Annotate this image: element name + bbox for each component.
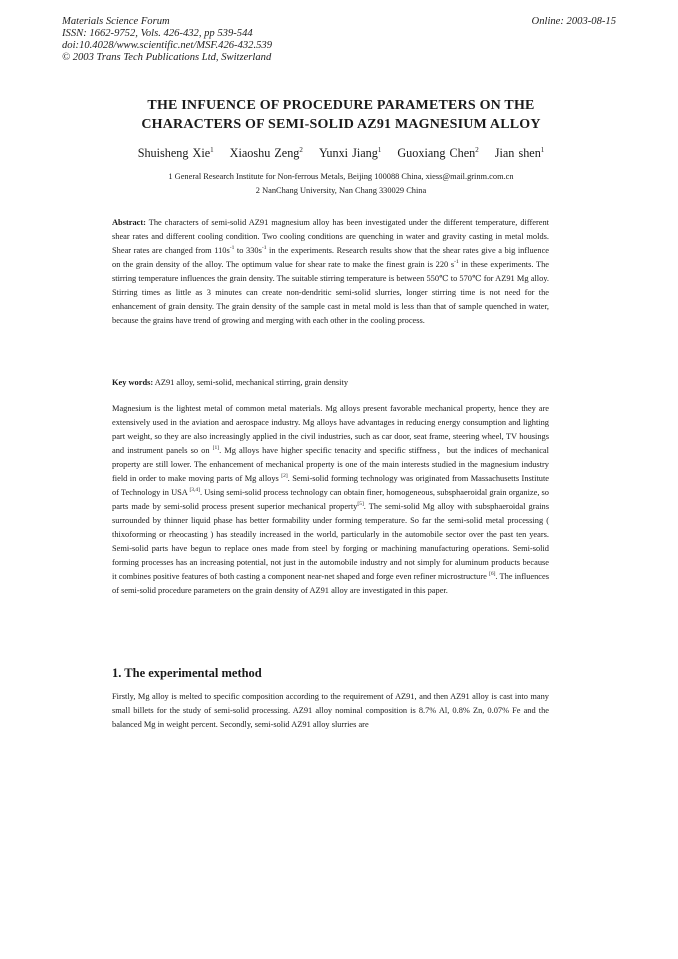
method-paragraph: Firstly, Mg alloy is melted to specific composition according to the requirement of AZ91, and then AZ91 alloy is cast into many small billets for the study of semi-solid processing. AZ91 alloy nominal composition is 8.7% Al, 0.8% Zn, 0.07% Fe and the balanced Mg in weight percent. Secondly, semi-solid AZ91 alloy slurries are [112,692,549,729]
title-line-2: CHARACTERS OF SEMI-SOLID AZ91 MAGNESIUM ALLOY [141,117,541,132]
citation: [3,4] [189,487,201,494]
online-date: Online: 2003-08-15 [531,16,616,27]
keywords: Key words: AZ91 alloy, semi-solid, mechanical stirring, grain density [112,378,349,387]
citation: [5] [357,501,364,508]
doi-line: doi:10.4028/www.scientific.net/MSF.426-432.539 [62,40,272,51]
author: Xiaoshu Zeng$^2$ [229,145,303,160]
title-line-1: THE INFUENCE OF PROCEDURE PARAMETERS ON THE [147,98,535,113]
author: Jian shen$^1$ [494,145,545,160]
section-heading: 1. The experimental method [112,666,262,680]
citation: [2] [281,473,288,480]
abstract-label: Abstract: [112,218,146,227]
author: Shuisheng Xie$^1$ [137,145,214,160]
introduction-paragraph: Magnesium is the lightest metal of common metal materials. Mg alloys present favorable mechanical property, hence they are extensively used in the aviation and aerospace industry. Mg alloys have advantages in reducing energy consumption and lighting part weight, so they are also increasingly applied in the civil industries, such as car door, seat frame, steering wheel, TV housings and instrument panels so on [1]. Mg alloys have higher specific tenacity and specific stiffness，but the indices of mechanical property are still lower. The enhancement of mechanical property is one of the main interests studied in the magnesium industry field in order to make moving parts of Mg alloys [2]. Semi-solid forming technology was originated from Massachusetts Institute of Technology in USA [3,4]. Using semi-solid process technology can obtain finer, homogeneous, subsphaeroidal grain organize, so parts made by semi-solid process present superior mechanical property[5]. The semi-solid Mg alloy with subsphaeroidal grains surrounded by thinner liquid phase has better formability under forming temperature. So far the semi-solid metal processing ( thixoforming or rheocasting ) has steadily increased in the world, particularly in the automobile sector over the past ten years. Semi-solid parts have begun to replace ones made from steel by forging or machining manufacturing operations. Semi-solid forming processes has an increasing potential, not just in the automobile industry and not simply for aluminum products because it combines positive features of both casting a component near-net shaped and forge even refiner microstructure [6]. The influences of semi-solid procedure parameters on the grain density of AZ91 alloy are investigated in this paper. [112,404,550,595]
issn-line: ISSN: 1662-9752, Vols. 426-432, pp 539-544 [62,28,253,39]
abstract: Abstract: The characters of semi-solid AZ91 magnesium alloy has been investigated under the different temperature, different shear rates and different cooling condition. Two cooling conditions are quenching in water and gravity casting in metal molds. Shear rates are changed from $110s^{-1}$ to $330s^{-1}$ in the experiments. Research results show that the shear rates give a big influence on the grain density of the alloy. The optimum value for shear rate to make the finest grain is 220 $s^{-1}$ in these experiments. The stirring temperature influences the grain density. The suitable stirring temperature is between 550℃ to 570℃ for AZ91 Mg alloy. Stirring times as little as 3 minutes can create non-dendritic semi-solid slurries, longer stirring time is not need for the enhancement of grain density. The grain density of the sample cast in metal mold is less than that of sample quenched in water, because the grains have trend of growing and merging with each other in the cooling process. [112,218,550,325]
paper-title [60,96,622,134]
affiliation-2: 2 NanChang University, Nan Chang 330029 China [255,186,427,195]
citation: [6] [488,571,496,578]
keywords-label: Key words: [112,378,154,387]
author: Yunxi Jiang$^1$ [318,145,382,160]
citation: [1] [212,445,220,452]
copyright-line: © 2003 Trans Tech Publications Ltd, Switzerland [62,52,272,63]
author-list [60,146,622,161]
affiliation-1: 1 General Research Institute for Non-ferrous Metals, Beijing 100088 China, xiess@mail.grinm.com.cn [168,172,514,181]
journal-name: Materials Science Forum [62,16,170,27]
author: Guoxiang Chen$^2$ [397,145,479,160]
page-header [62,16,616,64]
